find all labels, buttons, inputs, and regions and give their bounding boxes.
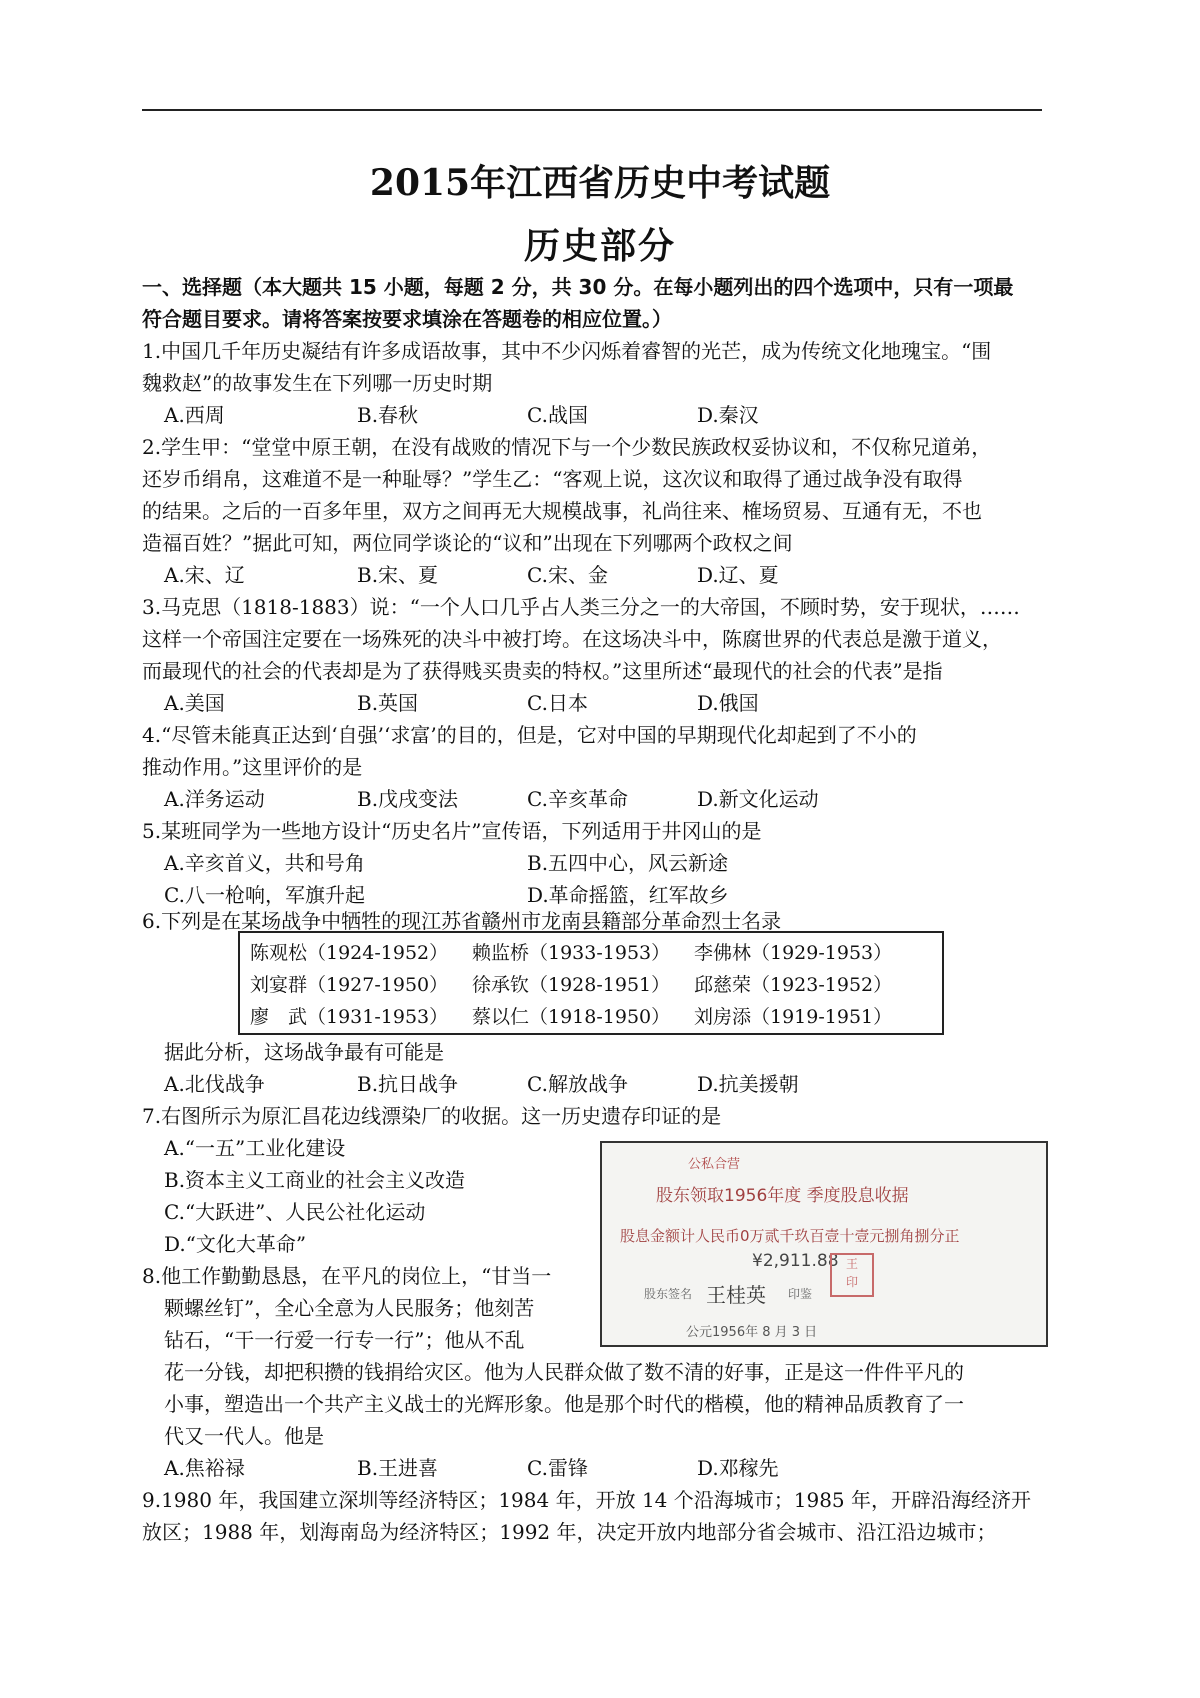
question-1-text: 魏救赵”的故事发生在下列哪一历史时期	[142, 371, 493, 395]
table-cell: 陈观松（1924-1952）	[250, 942, 449, 964]
question-6-options	[164, 1068, 1034, 1100]
section-title: 历史部分	[523, 225, 676, 267]
instructions-line: 一、选择题（本大题共 15 小题，每题 2 分，共 30 分。在每小题列出的四个选项中，只有一项最	[142, 275, 1014, 299]
question-2-text: 造福百姓？”据此可知，两位同学谈论的“议和”出现在下列哪两个政权之间	[142, 531, 793, 555]
table-row	[240, 1001, 946, 1033]
question-9-text: 放区；1988 年，划海南岛为经济特区；1992 年，决定开放内地部分省会城市、沿江沿边城市；	[142, 1520, 997, 1544]
option-c[interactable]: C.辛亥革命	[527, 787, 628, 811]
question-4-text: 推动作用。”这里评价的是	[142, 755, 363, 779]
option-a[interactable]: A.宋、辽	[164, 563, 245, 587]
option-a[interactable]: A.洋务运动	[164, 787, 265, 811]
option-d[interactable]: D.邓稼先	[697, 1456, 779, 1480]
question-4-text: 4.“尽管未能真正达到‘自强’‘求富’的目的，但是，它对中国的早期现代化却起到了不小的	[142, 723, 917, 747]
option-c[interactable]: C.宋、金	[527, 563, 608, 587]
question-8-text: 代又一代人。他是	[164, 1424, 324, 1448]
top-rule	[142, 109, 1042, 111]
question-1-options	[164, 399, 1034, 431]
question-8-text: 颗螺丝钉”，全心全意为人民服务；他刻苦	[164, 1296, 535, 1320]
option-d[interactable]: D.“文化大革命”	[164, 1232, 307, 1256]
question-3-options	[164, 687, 1034, 719]
option-d[interactable]: D.抗美援朝	[697, 1072, 799, 1096]
option-a[interactable]: A.西周	[164, 403, 225, 427]
question-8-text: 花一分钱，却把积攒的钱捐给灾区。他为人民群众做了数不清的好事，正是这一件件平凡的	[164, 1360, 964, 1384]
receipt-amount: ¥2,911.88	[752, 1251, 839, 1271]
question-8-text: 钻石，“干一行爱一行专一行”；他从不乱	[164, 1328, 525, 1352]
option-a[interactable]: A.辛亥首义，共和号角	[164, 851, 365, 875]
question-9-text: 9.1980 年，我国建立深圳等经济特区；1984 年，开放 14 个沿海城市；1985 年，开辟沿海经济开	[142, 1488, 1032, 1512]
receipt-subtitle: 股东领取1956年度 季度股息收据	[656, 1186, 909, 1206]
receipt-header: 公私合营	[688, 1157, 741, 1172]
option-b[interactable]: B.抗日战争	[357, 1072, 459, 1096]
receipt-date: 公元1956年 8 月 3 日	[686, 1325, 818, 1340]
table-cell: 徐承钦（1928-1951）	[472, 974, 671, 996]
receipt-signer: 王桂英	[706, 1283, 766, 1307]
table-cell: 刘房添（1919-1951）	[694, 1006, 893, 1028]
table-row	[240, 969, 946, 1001]
martyr-table	[238, 931, 944, 1035]
option-d[interactable]: D.秦汉	[697, 403, 759, 427]
question-1-text: 1.中国几千年历史凝结有许多成语故事，其中不少闪烁着睿智的光芒，成为传统文化地瑰宝。“围	[142, 339, 992, 363]
option-b[interactable]: B.资本主义工商业的社会主义改造	[164, 1168, 466, 1192]
question-3-text: 3.马克思（1818-1883）说：“一个人口几乎占人类三分之一的大帝国，不顾时势，安于现状，……	[142, 595, 1020, 619]
option-b[interactable]: B.春秋	[357, 403, 419, 427]
option-a[interactable]: A.北伐战争	[164, 1072, 265, 1096]
question-6-text: 据此分析，这场战争最有可能是	[164, 1040, 444, 1064]
table-cell: 廖 武（1931-1953）	[250, 1006, 449, 1028]
table-cell: 李佛林（1929-1953）	[694, 942, 893, 964]
option-d[interactable]: D.俄国	[697, 691, 759, 715]
exam-title: 2015年江西省历史中考试题	[369, 162, 831, 204]
option-b[interactable]: B.英国	[357, 691, 419, 715]
table-cell: 赖监桥（1933-1953）	[472, 942, 671, 964]
option-c[interactable]: C.雷锋	[527, 1456, 588, 1480]
receipt-image	[600, 1141, 1048, 1347]
option-b[interactable]: B.王进喜	[357, 1456, 439, 1480]
question-6-text: 6.下列是在某场战争中牺牲的现江苏省赣州市龙南县籍部分革命烈士名录	[142, 909, 782, 933]
table-cell: 刘宴群（1927-1950）	[250, 974, 449, 996]
option-c[interactable]: C.日本	[527, 691, 588, 715]
question-5-options	[164, 847, 1034, 879]
question-7-text: 7.右图所示为原汇昌花边线漂染厂的收据。这一历史遗存印证的是	[142, 1104, 722, 1128]
option-d[interactable]: D.革命摇篮，红军故乡	[527, 883, 729, 907]
option-b[interactable]: B.五四中心，风云新途	[527, 851, 729, 875]
option-d[interactable]: D.新文化运动	[697, 787, 819, 811]
question-2-text: 的结果。之后的一百多年里，双方之间再无大规模战事，礼尚往来、榷场贸易、互通有无，不也	[142, 499, 982, 523]
question-8-options	[164, 1452, 1034, 1484]
option-a[interactable]: A.焦裕禄	[164, 1456, 245, 1480]
question-3-text: 这样一个帝国注定要在一场殊死的决斗中被打垮。在这场决斗中，陈腐世界的代表总是激于道义，	[142, 627, 1002, 651]
table-cell: 蔡以仁（1918-1950）	[472, 1006, 671, 1028]
option-c[interactable]: C.八一枪响，军旗升起	[164, 883, 365, 907]
receipt-seal-label: 印鉴	[788, 1287, 813, 1301]
receipt-amount-line: 股息金额计人民币0万贰千玖百壹十壹元捌角捌分正	[620, 1227, 960, 1245]
question-8-text: 8.他工作勤勤恳恳，在平凡的岗位上，“甘当一	[142, 1264, 552, 1288]
question-3-text: 而最现代的社会的代表却是为了获得贱买贵卖的特权。”这里所述“最现代的社会的代表”是指	[142, 659, 943, 683]
receipt-signer-label: 股东签名	[644, 1287, 693, 1301]
seal-stamp-icon: 王 印	[830, 1253, 874, 1297]
question-5-text: 5.某班同学为一些地方设计“历史名片”宣传语，下列适用于井冈山的是	[142, 819, 762, 843]
question-2-text: 2.学生甲：“堂堂中原王朝，在没有战败的情况下与一个少数民族政权妥协议和，不仅称兄道弟，	[142, 435, 992, 459]
table-row	[240, 937, 946, 969]
instructions-line: 符合题目要求。请将答案按要求填涂在答题卷的相应位置。）	[142, 307, 672, 331]
option-b[interactable]: B.宋、夏	[357, 563, 439, 587]
option-a[interactable]: A.美国	[164, 691, 225, 715]
option-d[interactable]: D.辽、夏	[697, 563, 779, 587]
option-b[interactable]: B.戊戌变法	[357, 787, 459, 811]
question-2-options	[164, 559, 1034, 591]
question-4-options	[164, 783, 1034, 815]
question-2-text: 还岁币绢帛，这难道不是一种耻辱？”学生乙：“客观上说，这次议和取得了通过战争没有取得	[142, 467, 963, 491]
question-8-text: 小事，塑造出一个共产主义战士的光辉形象。他是那个时代的楷模，他的精神品质教育了一	[164, 1392, 964, 1416]
table-cell: 邱慈荣（1923-1952）	[694, 974, 893, 996]
option-c[interactable]: C.解放战争	[527, 1072, 628, 1096]
option-c[interactable]: C.“大跃进”、人民公社化运动	[164, 1200, 426, 1224]
option-c[interactable]: C.战国	[527, 403, 588, 427]
option-a[interactable]: A.“一五”工业化建设	[164, 1136, 346, 1160]
